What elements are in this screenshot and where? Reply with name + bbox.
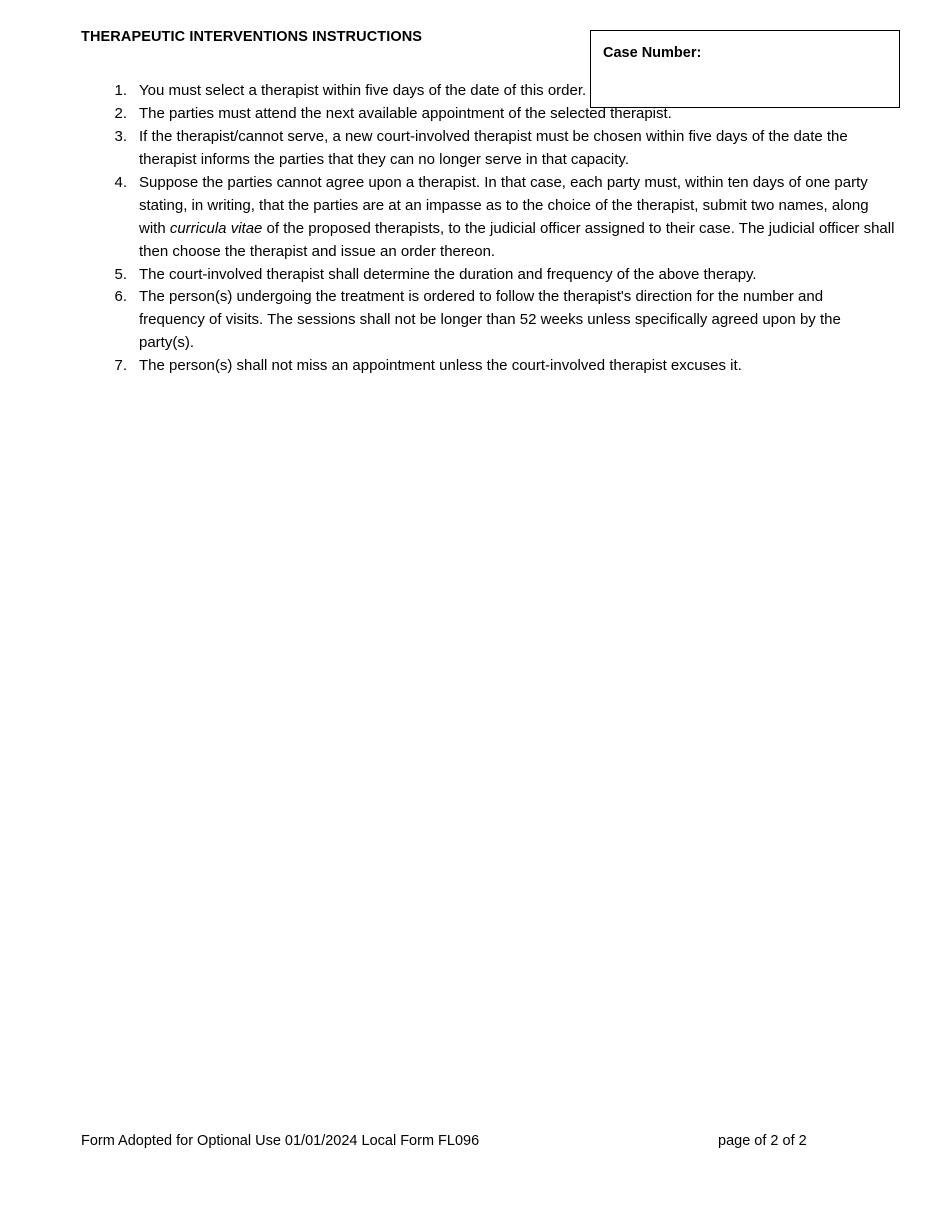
list-item-text: If the therapist/cannot serve, a new court-involved therapist must be chosen within five days of the date the therapist informs the parties that they can no longer serve in that capacity.: [139, 127, 848, 168]
footer-page-number: page of 2 of 2: [718, 1133, 807, 1149]
list-item-text-italic: curricula vitae: [169, 219, 263, 237]
list-item-number: 1.: [114, 82, 127, 99]
list-item: [81, 80, 639, 103]
footer-form-info: Form Adopted for Optional Use 01/01/2024 Local Form FL096: [81, 1133, 480, 1149]
list-item: [81, 172, 899, 264]
list-item-number: 7.: [114, 357, 127, 375]
list-item: [81, 286, 889, 355]
list-item: [81, 126, 879, 172]
instructions-list: [81, 80, 895, 378]
list-item-text: You must select a therapist within five days of the date of this order.: [139, 82, 587, 99]
list-item-number: 3.: [114, 127, 127, 145]
list-item-text-part-1: Suppose the parties cannot agree upon a therapist. In that case, each party must, within ten days of one party stating, in writing, that the parties are at an impasse as to the choice of the therapist, submit two names, along with: [139, 173, 869, 237]
list-item-text: The person(s) shall not miss an appointment unless the court-involved therapist excuses it.: [139, 357, 742, 375]
list-item-number: 6.: [114, 288, 127, 306]
page-title: THERAPEUTIC INTERVENTIONS INSTRUCTIONS: [81, 29, 423, 45]
case-number-label: Case Number:: [603, 45, 702, 61]
list-item-text: The parties must attend the next available appointment of the selected therapist.: [139, 104, 672, 122]
list-item: [81, 103, 861, 126]
list-item: [81, 355, 919, 378]
list-item-text: The court-involved therapist shall determine the duration and frequency of the above therapy.: [139, 265, 757, 283]
list-item-number: 5.: [114, 265, 127, 283]
list-item-number: 2.: [114, 104, 127, 122]
list-item-text-part-2: of the proposed therapists, to the judicial officer assigned to their case. The judicial officer shall then choose the therapist and issue an order thereon.: [139, 219, 895, 260]
list-item-text: The person(s) undergoing the treatment is ordered to follow the therapist's direction for the number and frequency of visits. The sessions shall not be longer than 52 weeks unless specifically agreed upon by the party(s).: [139, 288, 841, 352]
list-item-number: 4.: [114, 173, 127, 191]
list-item: [81, 264, 859, 287]
